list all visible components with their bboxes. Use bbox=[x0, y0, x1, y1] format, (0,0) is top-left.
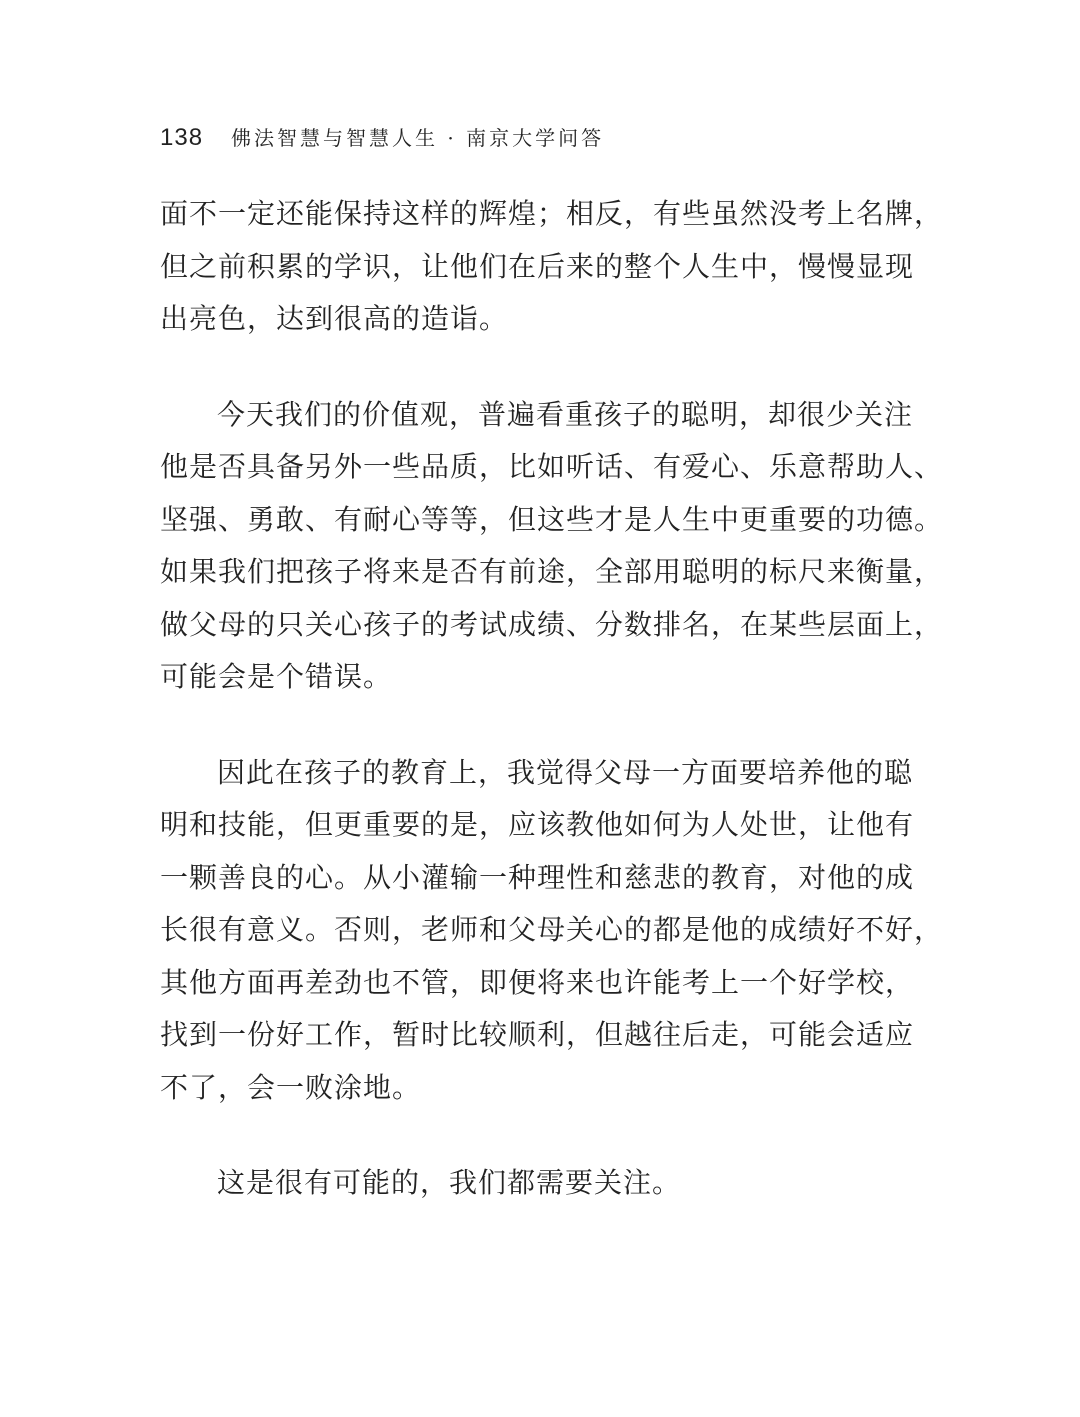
text-line: 可能会是个错误。 bbox=[160, 660, 393, 693]
running-header bbox=[160, 122, 604, 158]
paragraph-values bbox=[160, 389, 944, 704]
text-line: 做父母的只关心孩子的考试成绩、分数排名，在某些层面上， bbox=[160, 607, 944, 641]
text-line: 但之前积累的学识，让他们在后来的整个人生中，慢慢显现 bbox=[160, 249, 915, 283]
text-line: 其他方面再差劲也不管，即便将来也许能考上一个好学校， bbox=[160, 965, 915, 999]
text-line: 一颗善良的心。从小灌输一种理性和慈悲的教育，对他的成 bbox=[160, 860, 915, 894]
text-line: 明和技能，但更重要的是，应该教他如何为人处世，让他有 bbox=[160, 808, 915, 841]
text-line: 他是否具备另外一些品质，比如听话、有爱心、乐意帮助人、 bbox=[160, 450, 944, 483]
paragraph-gap bbox=[160, 1114, 920, 1157]
text-line: 今天我们的价值观，普遍看重孩子的聪明，却很少关注 bbox=[217, 397, 914, 431]
book-title: 佛法智慧与智慧人生 · 南京大学问答 bbox=[231, 126, 605, 150]
text-line: 因此在孩子的教育上，我觉得父母一方面要培养他的聪 bbox=[217, 755, 914, 789]
text-line: 坚强、勇敢、有耐心等等，但这些才是人生中更重要的功德。 bbox=[160, 502, 944, 536]
text-line: 找到一份好工作，暂时比较顺利，但越往后走，可能会适应 bbox=[160, 1018, 915, 1051]
page-body bbox=[160, 188, 944, 1210]
text-line: 出亮色，达到很高的造诣。 bbox=[160, 302, 509, 335]
text-line: 面不一定还能保持这样的辉煌；相反，有些虽然没考上名牌， bbox=[160, 197, 944, 230]
paragraph-education bbox=[160, 747, 944, 1115]
text-line: 不了，会一败涂地。 bbox=[160, 1070, 422, 1104]
text-line: 如果我们把孩子将来是否有前途，全部用聪明的标尺来衡量， bbox=[160, 555, 944, 588]
paragraph-closing bbox=[160, 1157, 920, 1210]
paragraph-continuation bbox=[160, 188, 944, 346]
text-line: 这是很有可能的，我们都需要关注。 bbox=[217, 1166, 682, 1199]
page-number: 138 bbox=[160, 124, 204, 151]
paragraph-gap bbox=[160, 346, 920, 389]
text-line: 长很有意义。否则，老师和父母关心的都是他的成绩好不好， bbox=[160, 913, 944, 946]
paragraph-gap bbox=[160, 704, 920, 747]
